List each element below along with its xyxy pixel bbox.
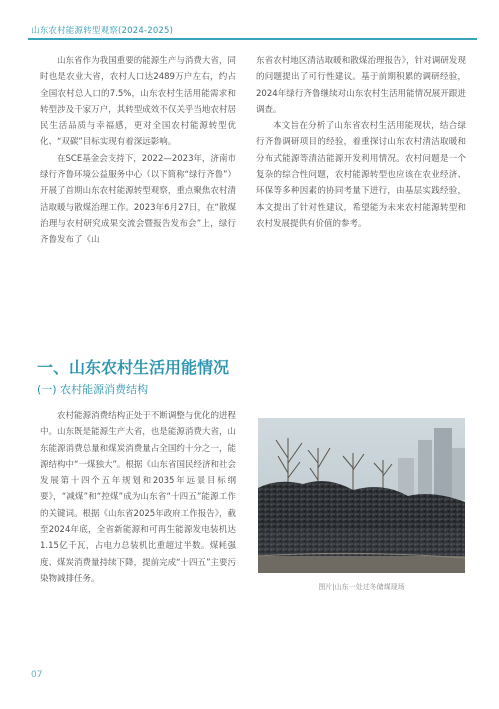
left-column-bottom [40, 408, 236, 587]
running-header: 山东农村能源转型观察(2024-2025) [31, 26, 174, 36]
paragraph: 在SCE基金会支持下，2022—2023年，济南市绿行齐鲁环境公益服务中心（以下简称“绿行齐鲁”）开展了首期山东农村能源转型观察，重点聚焦农村清洁取暖与散煤治理工作。2023年6月27日，在“散煤治理与农村研究成果交流会暨报告发布会”上，绿行齐鲁发布了《山 [40, 153, 236, 246]
paragraph: 本文旨在分析了山东省农村生活用能现状，结合绿行齐鲁调研项目的经验，着重探讨山东农村清洁取暖和分布式能源等清洁能源开发利用情况。农村问题是一个复杂的综合性问题，农村能源转型也应该在农业经济、环保等多种因素的协同考量下进行，由基层实践经验，本文提出了针对性建议，希望能为未来农村能源转型和农村发展提供有价值的参考。 [256, 121, 466, 229]
right-column-top [256, 53, 466, 232]
paragraph-continued: 东省农村地区清洁取暖和散煤治理报告》，针对调研发现的问题提出了可行性建议。基于前期积累的调研经验，2024年绿行齐鲁继续对山东农村生活用能情况展开跟进调查。 [256, 56, 466, 115]
paragraph: 农村能源消费结构正处于不断调整与优化的进程中。山东既是能源生产大省，也是能源消费大省，山东能源消费总量和煤炭消费量占全国约十分之一，能源结构中“一煤独大”。根据《山东省国民经济和社会发展第十四个五年规划和2035年远景目标纲要》，“减煤”和“控煤”成为山东省“十四五”能源工作的关键词。根据《山东省2025年政府工作报告》，截至2024年底，全省新能源和可再生能源发电装机达1.15亿千瓦，占电力总装机比重超过半数。煤耗强度、煤炭消费量持续下降，提前完成“十四五”主要污染物减排任务。 [40, 411, 236, 584]
subsection-title: (一) 农村能源消费结构 [37, 383, 149, 396]
paragraph: 山东省作为我国重要的能源生产与消费大省，同时也是农业大省，农村人口达2489万户左右，约占全国农村总人口的7.5%，山东农村生活用能需求和转型涉及千家万户，其转型成效不仅关乎当地农村居民生活品质与幸福感，更对全国农村能源转型优化、“双碳”目标实现有着深远影响。 [40, 56, 236, 148]
figure-caption: 图片|山东一处过冬储煤现场 [318, 583, 405, 591]
section-title: 一、山东农村生活用能情况 [37, 358, 230, 377]
coal-pile-illustration [258, 418, 465, 573]
page-number: 07 [31, 670, 43, 680]
left-column-top [40, 53, 236, 249]
header-rule [28, 38, 477, 40]
coal-storage-photo [258, 418, 465, 573]
